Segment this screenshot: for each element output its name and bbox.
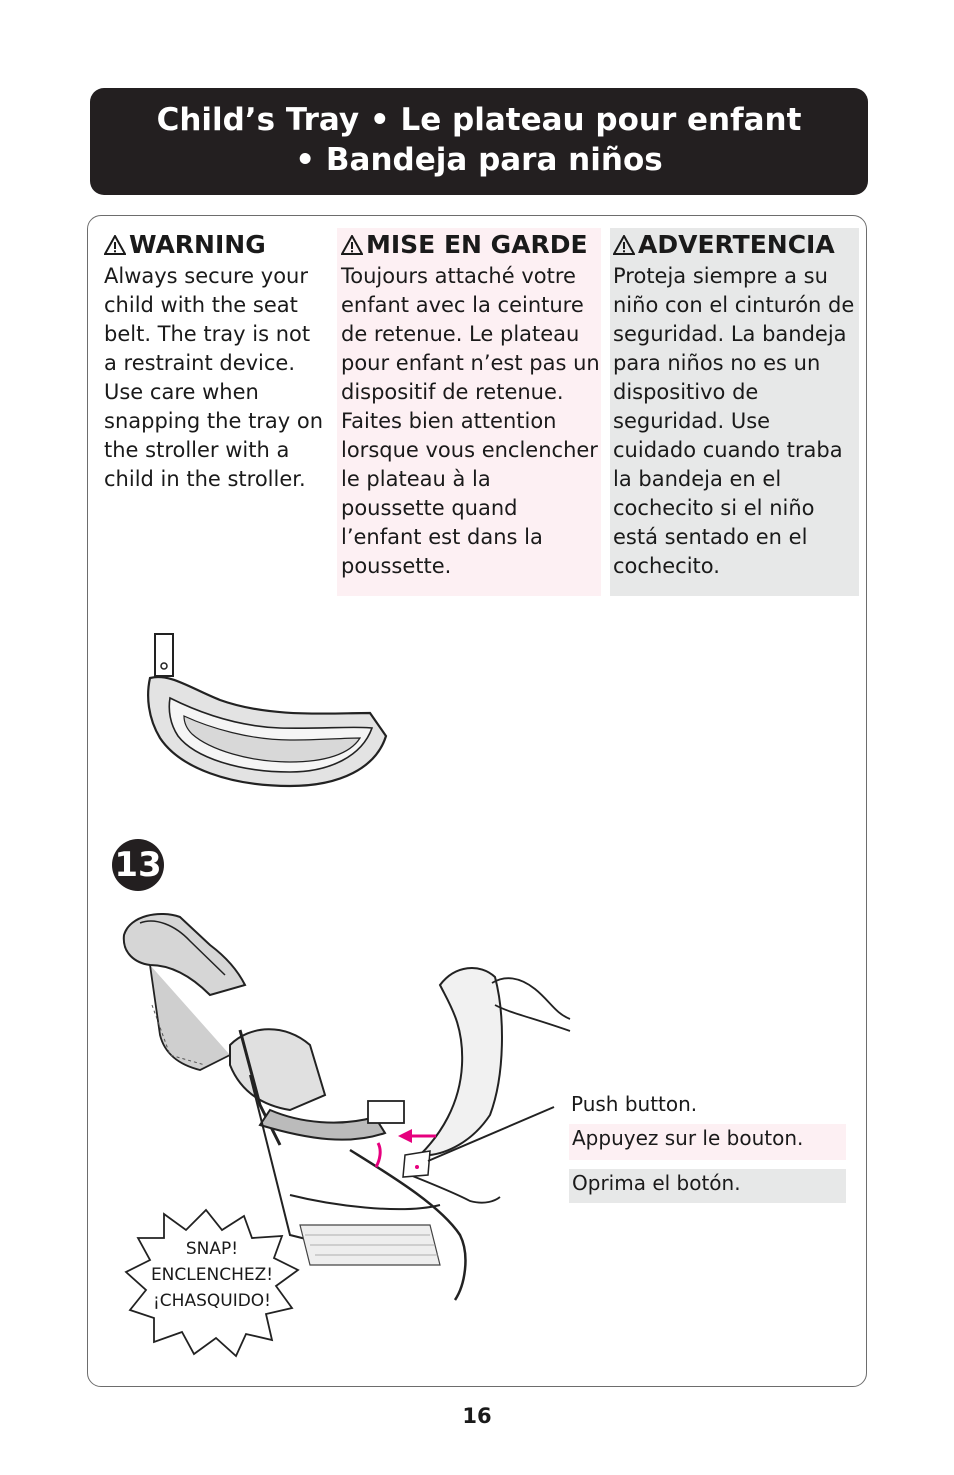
snap-label: [124, 1236, 300, 1314]
snap-label-es: ¡CHASQUIDO!: [152, 1291, 271, 1311]
warning-spanish: [610, 228, 859, 596]
warning-french: [337, 228, 601, 596]
callout-push-button-es: Oprima el botón.: [569, 1169, 846, 1203]
warning-body-es: Proteja siempre a su niño con el cinturón de seguridad. La bandeja para niños no es un dispositivo de seguridad. Use cuidado cuando traba la bandeja en el cochecito si el niño está sentado en el cochecito.: [613, 264, 855, 578]
page-title-line-2: • Bandeja para niños: [295, 142, 663, 178]
snap-label-en: SNAP!: [185, 1239, 239, 1259]
title-banner: [90, 88, 868, 195]
warning-triangle-icon: [104, 235, 126, 255]
page-number: 16: [462, 1404, 492, 1428]
callout-push-button-fr: Appuyez sur le bouton.: [569, 1124, 846, 1160]
snap-label-fr: ENCLENCHEZ!: [150, 1265, 274, 1285]
warning-english: [104, 228, 326, 596]
warning-heading-en: WARNING: [104, 228, 326, 262]
warning-body-fr: Toujours attaché votre enfant avec la ceinture de retenue. Le plateau pour enfant n’est pas un dispositif de retenue. Faites bien attention lorsque vous enclencher le plateau à la poussette quand l’enfant est dans la poussette.: [341, 264, 600, 578]
callout-push-button-en: Push button.: [571, 1092, 698, 1116]
warning-triangle-icon: [341, 235, 363, 255]
warning-triangle-icon: [613, 235, 635, 255]
child-tray-illustration: [140, 628, 400, 798]
page-title-line-1: Child’s Tray • Le plateau pour enfant: [156, 102, 802, 138]
warning-heading-fr: MISE EN GARDE: [341, 228, 601, 262]
step-number-badge: 13: [112, 839, 164, 891]
warning-heading-es: ADVERTENCIA: [613, 228, 859, 262]
warning-body-en: Always secure your child with the seat belt. The tray is not a restraint device. Use care when snapping the tray on the stroller with a child in the stroller.: [104, 264, 324, 491]
